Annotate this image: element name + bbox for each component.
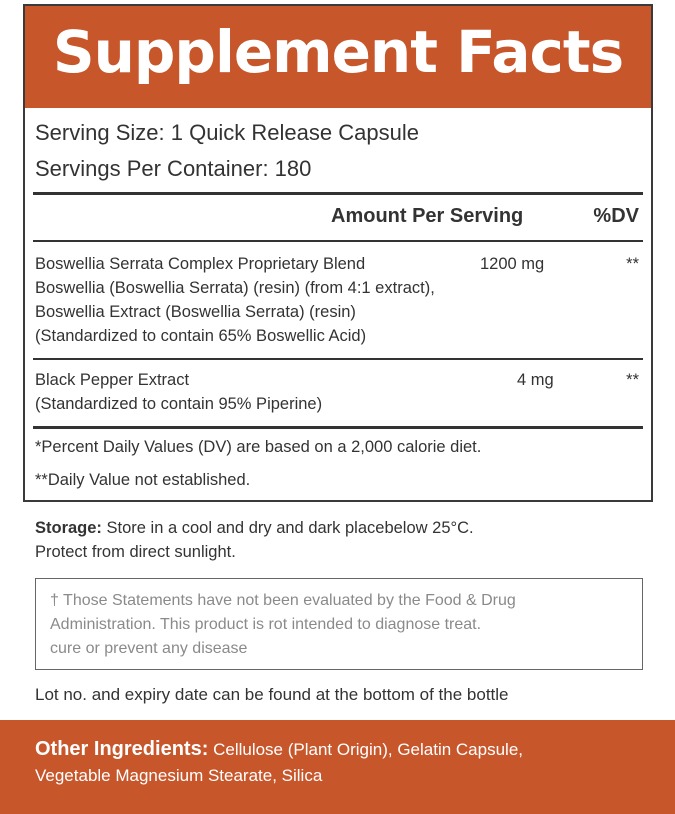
divider	[33, 358, 643, 360]
other-ingredients-text: Vegetable Magnesium Stearate, Silica	[35, 766, 323, 785]
thick-divider	[33, 192, 643, 195]
storage-text: Protect from direct sunlight.	[35, 543, 236, 561]
ingredient-line: Black Pepper Extract	[35, 371, 190, 389]
storage-text: Store in a cool and dry and dark placebelow 25°C.	[101, 519, 474, 537]
lot-note: Lot no. and expiry date can be found at the bottom of the bottle	[35, 685, 509, 704]
ingredient-line: (Standardized to contain 65% Boswellic Acid)	[35, 327, 367, 345]
other-ingredients-text: Cellulose (Plant Origin), Gelatin Capsule,	[208, 740, 524, 759]
daily-value-not-established: **Daily Value not established.	[35, 471, 251, 489]
other-ingredients-banner	[0, 720, 675, 814]
ingredient-line: Boswellia (Boswellia Serrata) (resin) (from 4:1 extract),	[35, 279, 435, 297]
ingredient-line: Boswellia Extract (Boswellia Serrata) (resin)	[35, 303, 356, 321]
ingredient-boswellia	[35, 252, 435, 348]
ingredient-amount: 1200 mg	[480, 255, 545, 273]
supplement-facts-panel	[23, 4, 653, 502]
divider	[33, 240, 643, 242]
ingredient-black-pepper	[35, 368, 322, 416]
fda-disclaimer	[35, 578, 643, 670]
ingredient-line: (Standardized to contain 95% Piperine)	[35, 395, 323, 413]
other-ingredients-label: Other Ingredients:	[35, 738, 209, 760]
ingredient-line: Boswellia Serrata Complex Proprietary Blend	[35, 255, 366, 273]
ingredient-dv: **	[626, 371, 639, 389]
supplement-facts-title: Supplement Facts	[25, 6, 651, 108]
daily-value-footnote: *Percent Daily Values (DV) are based on a 2,000 calorie diet.	[35, 438, 482, 456]
servings-per-container: Servings Per Container: 180	[35, 156, 312, 181]
ingredient-amount: 4 mg	[517, 371, 554, 389]
ingredient-dv: **	[626, 255, 639, 273]
storage-label: Storage:	[35, 519, 102, 537]
serving-size: Serving Size: 1 Quick Release Capsule	[35, 120, 419, 145]
dv-header: %DV	[593, 205, 639, 227]
disclaimer-line: † Those Statements have not been evaluated by the Food & Drug	[50, 592, 516, 609]
thick-divider	[33, 426, 643, 429]
amount-per-serving-header: Amount Per Serving	[331, 205, 524, 227]
disclaimer-line: cure or prevent any disease	[50, 640, 248, 657]
disclaimer-line: Administration. This product is rot intended to diagnose treat.	[50, 616, 482, 633]
storage-instructions	[35, 516, 635, 564]
